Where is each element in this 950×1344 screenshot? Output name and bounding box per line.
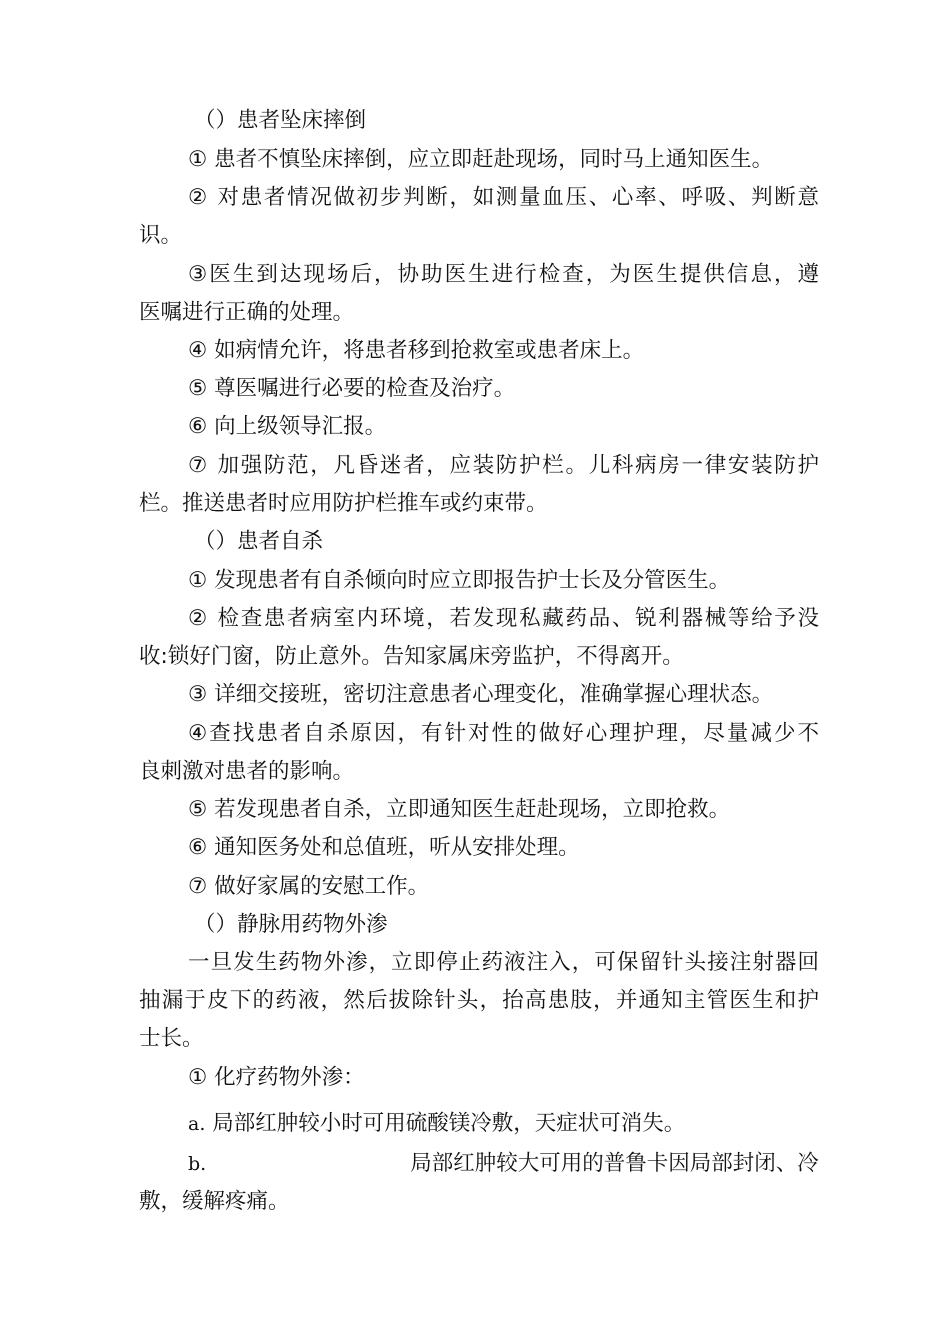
list-item-line2: 识。 xyxy=(139,223,183,248)
section-heading-fall: （）患者坠床摔倒 xyxy=(194,108,367,133)
list-item: ⑦ 做好家属的安慰工作。 xyxy=(188,874,430,899)
sub-item-line2: 敷，缓解疼痛。 xyxy=(139,1189,290,1214)
paragraph-line3: 士长。 xyxy=(139,1026,204,1051)
sub-item-marker: b. xyxy=(188,1153,207,1175)
list-item: ⑤ 尊医嘱进行必要的检查及治疗。 xyxy=(188,376,516,401)
list-item: ① 发现患者有自杀倾向时应立即报告护士长及分管医生。 xyxy=(188,568,731,593)
sub-item-b xyxy=(188,1149,868,1179)
list-item-line2: 良刺激对患者的影响。 xyxy=(139,759,355,784)
subheading-chemo: ① 化疗药物外渗： xyxy=(188,1065,365,1090)
paragraph-line1: 一旦发生药物外渗，立即停止药液注入，可保留针头接注射器回 xyxy=(188,950,819,975)
list-item-line2: 医嘱进行正确的处理。 xyxy=(139,300,355,325)
sub-item-marker: a. xyxy=(188,1113,206,1135)
list-item-line1: ④查找患者自杀原因，有针对性的做好心理护理，尽量减少不 xyxy=(188,721,819,746)
list-item: ⑥ 通知医务处和总值班，听从安排处理。 xyxy=(188,835,580,860)
list-item: ④ 如病情允许，将患者移到抢救室或患者床上。 xyxy=(188,338,645,363)
list-item-line1: ③医生到达现场后，协助医生进行检查，为医生提供信息，遵 xyxy=(188,262,819,287)
list-item-line2: 栏。推送患者时应用防护栏推车或约束带。 xyxy=(139,491,548,516)
list-item: ③ 详细交接班，密切注意患者心理变化，准确掌握心理状态。 xyxy=(188,682,774,707)
sub-item-text: 局部红肿较小时可用硫酸镁冷敷，天症状可消失。 xyxy=(212,1111,686,1136)
list-item: ⑤ 若发现患者自杀，立即通知医生赶赴现场，立即抢救。 xyxy=(188,797,731,822)
section-heading-extravasation: （）静脉用药物外渗 xyxy=(194,912,388,937)
list-item: ① 患者不慎坠床摔倒，应立即赶赴现场，同时马上通知医生。 xyxy=(188,147,774,172)
list-item: ⑥ 向上级领导汇报。 xyxy=(188,414,387,439)
list-item-line2: 收:锁好门窗，防止意外。告知家属床旁监护，不得离开。 xyxy=(139,644,684,669)
list-item-line1: ⑦ 加强防范，凡昏迷者，应装防护栏。儿科病房一律安装防护 xyxy=(188,453,819,478)
sub-item-text: 局部红肿较大可用的普鲁卡因局部封闭、冷 xyxy=(410,1151,819,1176)
sub-item-a xyxy=(188,1109,868,1139)
section-heading-suicide: （）患者自杀 xyxy=(194,529,324,554)
list-item-line1: ② 对患者情况做初步判断，如测量血压、心率、呼吸、判断意 xyxy=(188,185,819,210)
list-item-line1: ② 检查患者病室内环境，若发现私藏药品、锐利器械等给予没 xyxy=(188,606,819,631)
paragraph-line2: 抽漏于皮下的药液，然后拔除针头，抬高患肢，并通知主管医生和护 xyxy=(139,988,819,1013)
